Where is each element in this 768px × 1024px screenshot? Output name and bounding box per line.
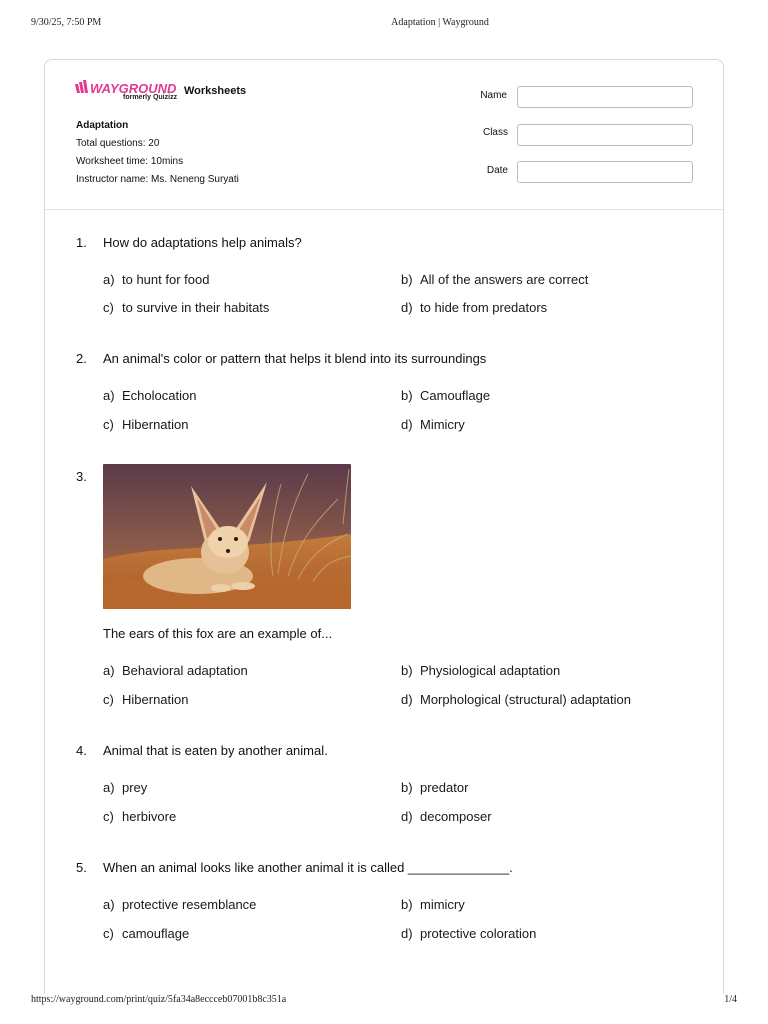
worksheet-meta: [76, 117, 239, 189]
worksheet-title: Adaptation: [76, 120, 129, 131]
option-c[interactable]: [103, 692, 189, 707]
option-text: predator: [420, 780, 469, 795]
option-a[interactable]: [103, 388, 196, 403]
option-letter: a): [103, 663, 115, 678]
option-letter: b): [401, 272, 413, 287]
option-letter: c): [103, 300, 114, 315]
option-text: mimicry: [420, 897, 465, 912]
option-b[interactable]: [401, 780, 468, 795]
option-a[interactable]: [103, 897, 256, 912]
option-letter: b): [401, 663, 413, 678]
option-b[interactable]: [401, 663, 560, 678]
question-number: 3.: [76, 469, 87, 484]
option-text: to hide from predators: [420, 300, 548, 315]
question-text: When an animal looks like another animal it is called ______________.: [103, 860, 513, 875]
option-letter: c): [103, 692, 114, 707]
print-page-title: Adaptation | Wayground: [391, 17, 489, 28]
option-letter: d): [401, 417, 413, 432]
option-b[interactable]: [401, 272, 588, 287]
option-letter: a): [103, 897, 115, 912]
option-d[interactable]: [401, 417, 465, 432]
section-title: Worksheets: [184, 85, 247, 97]
option-letter: a): [103, 272, 115, 287]
option-text: herbivore: [122, 809, 177, 824]
option-text: Morphological (structural) adaptation: [420, 692, 631, 707]
question-number: 5.: [76, 860, 87, 875]
option-c[interactable]: [103, 300, 269, 315]
option-d[interactable]: [401, 300, 547, 315]
fennec-fox-image: [103, 464, 351, 609]
option-text: Hibernation: [122, 417, 189, 432]
option-d[interactable]: [401, 809, 492, 824]
instructor-name: Instructor name: Ms. Neneng Suryati: [76, 174, 239, 185]
option-text: protective resemblance: [122, 897, 257, 912]
date-field[interactable]: [517, 161, 693, 183]
option-text: prey: [122, 780, 148, 795]
option-text: All of the answers are correct: [420, 272, 589, 287]
option-letter: a): [103, 780, 115, 795]
question-text: The ears of this fox are an example of...: [103, 626, 333, 641]
option-text: Hibernation: [122, 692, 189, 707]
option-letter: d): [401, 692, 413, 707]
option-a[interactable]: [103, 663, 248, 678]
question-number: 4.: [76, 743, 87, 758]
option-letter: d): [401, 300, 413, 315]
date-label: Date: [486, 165, 508, 176]
option-text: protective coloration: [420, 926, 537, 941]
print-url: https://wayground.com/print/quiz/5fa34a8eccceb07001b8c351a: [31, 994, 287, 1005]
question-number: 1.: [76, 235, 87, 250]
class-label: Class: [482, 127, 508, 138]
option-text: Camouflage: [420, 388, 491, 403]
option-b[interactable]: [401, 388, 490, 403]
option-text: to hunt for food: [122, 272, 210, 287]
option-text: camouflage: [122, 926, 190, 941]
option-letter: d): [401, 926, 413, 941]
option-c[interactable]: [103, 809, 176, 824]
option-letter: c): [103, 926, 114, 941]
logo-subtitle: formerly Quizizz: [123, 94, 178, 101]
option-letter: d): [401, 809, 413, 824]
print-footer: [0, 994, 768, 1008]
option-text: Physiological adaptation: [420, 663, 561, 678]
name-label: Name: [480, 90, 507, 101]
option-d[interactable]: [401, 926, 536, 941]
option-letter: c): [103, 417, 114, 432]
worksheet-time: Worksheet time: 10mins: [76, 156, 184, 167]
option-letter: c): [103, 809, 114, 824]
question-text: An animal's color or pattern that helps it blend into its surroundings: [103, 351, 487, 366]
option-text: to survive in their habitats: [122, 300, 270, 315]
option-letter: a): [103, 388, 115, 403]
option-a[interactable]: [103, 272, 209, 287]
question-text: Animal that is eaten by another animal.: [103, 743, 328, 758]
option-letter: b): [401, 388, 413, 403]
option-a[interactable]: [103, 780, 147, 795]
option-letter: b): [401, 897, 413, 912]
print-page-number: 1/4: [724, 994, 737, 1005]
option-text: Behavioral adaptation: [122, 663, 248, 678]
option-b[interactable]: [401, 897, 465, 912]
worksheet-header: [45, 60, 723, 210]
option-text: Echolocation: [122, 388, 197, 403]
option-text: decomposer: [420, 809, 492, 824]
fox-illustration: [103, 464, 351, 609]
option-c[interactable]: [103, 417, 189, 432]
print-datetime: 9/30/25, 7:50 PM: [31, 17, 102, 28]
print-header: [0, 17, 768, 31]
question-text: How do adaptations help animals?: [103, 235, 302, 250]
question-number: 2.: [76, 351, 87, 366]
option-text: Mimicry: [420, 417, 465, 432]
option-c[interactable]: [103, 926, 189, 941]
logo-wordmark: WAYGROUND: [90, 81, 177, 96]
option-d[interactable]: [401, 692, 631, 707]
worksheet-sheet: [44, 59, 724, 994]
total-questions: Total questions: 20: [76, 138, 160, 149]
name-field[interactable]: [517, 86, 693, 108]
class-field[interactable]: [517, 124, 693, 146]
option-letter: b): [401, 780, 413, 795]
